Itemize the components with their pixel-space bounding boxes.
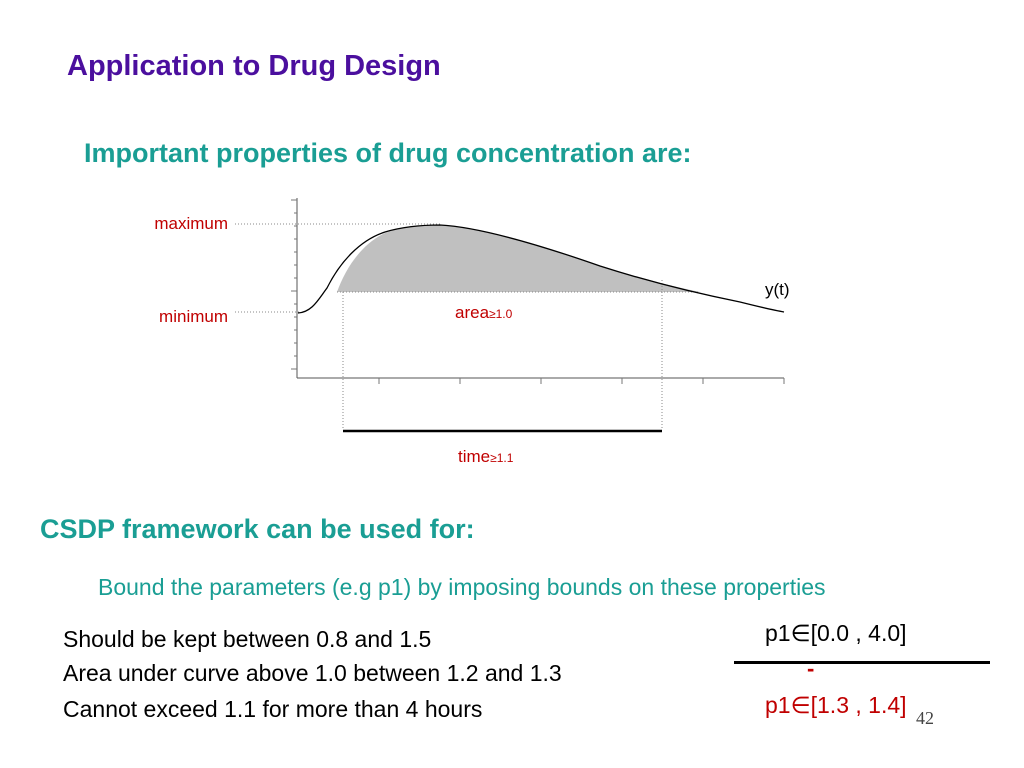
slide-number: 42 <box>916 708 934 728</box>
requirement-item: Area under curve above 1.0 between 1.2 and 1.3 <box>63 660 562 686</box>
time-label-text: time <box>458 447 491 466</box>
requirement-item: Should be kept between 0.8 and 1.5 <box>63 626 432 652</box>
bound-text: Bound the parameters (e.g p1) by imposing bounds on these properties <box>98 574 826 600</box>
time-label-sub: ≥1.1 <box>490 451 514 465</box>
subtitle: Important properties of drug concentration are: <box>84 138 692 168</box>
area-label <box>455 303 513 322</box>
area-label-sub: ≥1.0 <box>489 307 513 321</box>
x-axis-ticks <box>379 378 784 384</box>
y-axis-ticks <box>291 200 297 369</box>
csdp-heading: CSDP framework can be used for: <box>40 514 475 544</box>
curve-label: y(t) <box>765 280 790 299</box>
slide-title: Application to Drug Design <box>67 50 441 82</box>
p1-minus-sign: - <box>807 656 815 681</box>
area-label-text: area <box>455 303 490 322</box>
bounds-divider <box>734 661 990 664</box>
time-label <box>458 447 514 466</box>
minimum-label: minimum <box>159 307 228 326</box>
maximum-label: maximum <box>154 214 228 233</box>
p1-original-bounds: p1∈[0.0 , 4.0] <box>765 620 907 646</box>
p1-refined-bounds: p1∈[1.3 , 1.4] <box>765 692 907 718</box>
requirement-item: Cannot exceed 1.1 for more than 4 hours <box>63 696 483 722</box>
area-region <box>337 225 700 292</box>
